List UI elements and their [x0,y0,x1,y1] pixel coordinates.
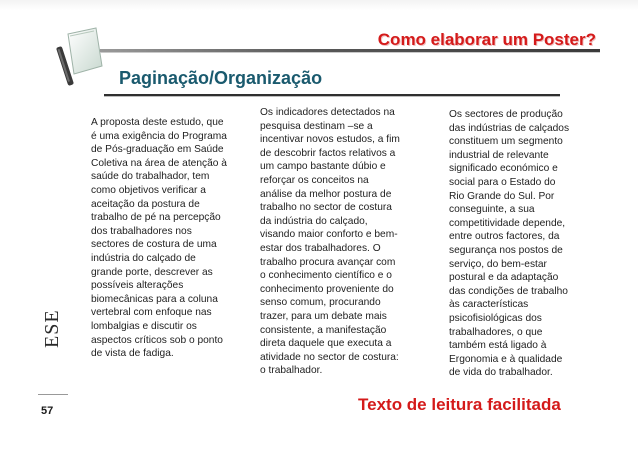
column-line: A proposta deste estudo, que [91,117,224,128]
column-line: Ergonomia e à qualidade [449,353,563,365]
column-line: o conhecimento científico e o [260,270,392,282]
footer-note: Texto de leitura facilitada [358,395,561,414]
column-line: estar dos trabalhadores. O [260,242,381,254]
column-line: das condições de trabalho [449,285,568,297]
header-rule-shadow [100,52,600,53]
column-line: competitividade depende, [449,217,566,229]
column-line: serviço, do bem-estar [449,258,547,270]
column-line: significado económico e [449,163,558,175]
side-rule [38,394,68,395]
column-line: análise da melhor postura de [260,188,392,200]
column-line: atividade no sector de costura: [260,351,399,363]
scroll-pen-icon [56,26,106,86]
section-rule-shadow [104,96,560,97]
column-line: como objetivos verificar a [91,184,206,196]
column-line: o trabalhador. [260,365,323,377]
column-line: das indústrias de calçados [449,122,570,134]
column-line: psicofisiológicas dos [449,312,542,324]
column-line: sectores de costura de uma [91,239,217,251]
column-line: Os indicadores detectados na [260,107,395,118]
column-line: saúde do trabalhador, tem [91,171,210,183]
column-line: grande porte, descrever as [91,266,213,278]
column-line: postural e da adaptação [449,272,559,284]
column-line: dos trabalhadores nos [91,225,192,237]
column-line: trabalho de pé na percepção [91,212,221,224]
text-column-3 [449,108,585,380]
column-line: industrial de relevante [449,149,549,161]
column-line: lombalgias e discutir os [91,320,197,332]
column-line: conhecimento proveniente do [260,283,394,295]
column-line: Coletiva na área de atenção à [91,157,227,169]
text-column-2 [260,106,415,378]
column-line: às características [449,299,529,311]
page-title: Como elaborar um Poster? [377,30,596,49]
column-line: trabalhadores, o que [449,326,543,338]
column-line: de descobrir factos relativos a [260,147,396,159]
column-line: da indústria do calçado, [260,215,368,227]
top-band [0,0,638,10]
column-line: conseguinte, a sua [449,204,535,216]
page-number: 57 [41,405,54,417]
column-line: indústria do calçado de [91,252,196,264]
column-line: de vista de fadiga. [91,348,174,360]
column-line: senso comum, procurando [260,297,381,309]
column-line: aspectos críticos sob o ponto [91,334,223,346]
column-line: entre outros factores, da [449,231,560,243]
column-line: Rio Grande do Sul. Por [449,190,555,202]
column-line: pesquisa destinam –se a [260,120,373,132]
text-column-1 [91,116,251,361]
column-line: trabalho no sector de costura [260,202,392,214]
column-line: biomecânicas para a coluna [91,293,218,305]
side-label-text: ESE [41,309,63,348]
column-line: trabalho procura avançar com [260,256,396,268]
column-line: direta daquele que executa a [260,338,392,350]
column-line: vertebral com enfoque nas [91,307,212,319]
column-line: de Pós-graduação em Saúde [91,144,224,156]
column-line: incentivar novos estudos, a fim [260,134,400,146]
column-line: consistente, a manifestação [260,324,387,336]
column-line: de vida do trabalhador. [449,367,553,379]
column-line: constituem um segmento [449,136,563,148]
column-line: trazer, para um debate mais [260,310,387,322]
column-line: possíveis alterações [91,280,184,292]
column-line: é uma exigência do Programa [91,130,227,142]
section-title: Paginação/Organização [119,68,323,88]
column-line: um campo bastante dúbio e [260,161,386,173]
column-line: Os sectores de produção [449,109,563,120]
column-line: segurança nos postos de [449,244,563,256]
column-line: reforçar os conceitos na [260,174,369,186]
side-label [41,309,67,378]
column-line: também está ligado à [449,340,547,352]
column-line: aceitação da postura de [91,198,200,210]
column-line: visando maior conforto e bem- [260,229,398,241]
column-line: social para o Estado do [449,176,556,188]
